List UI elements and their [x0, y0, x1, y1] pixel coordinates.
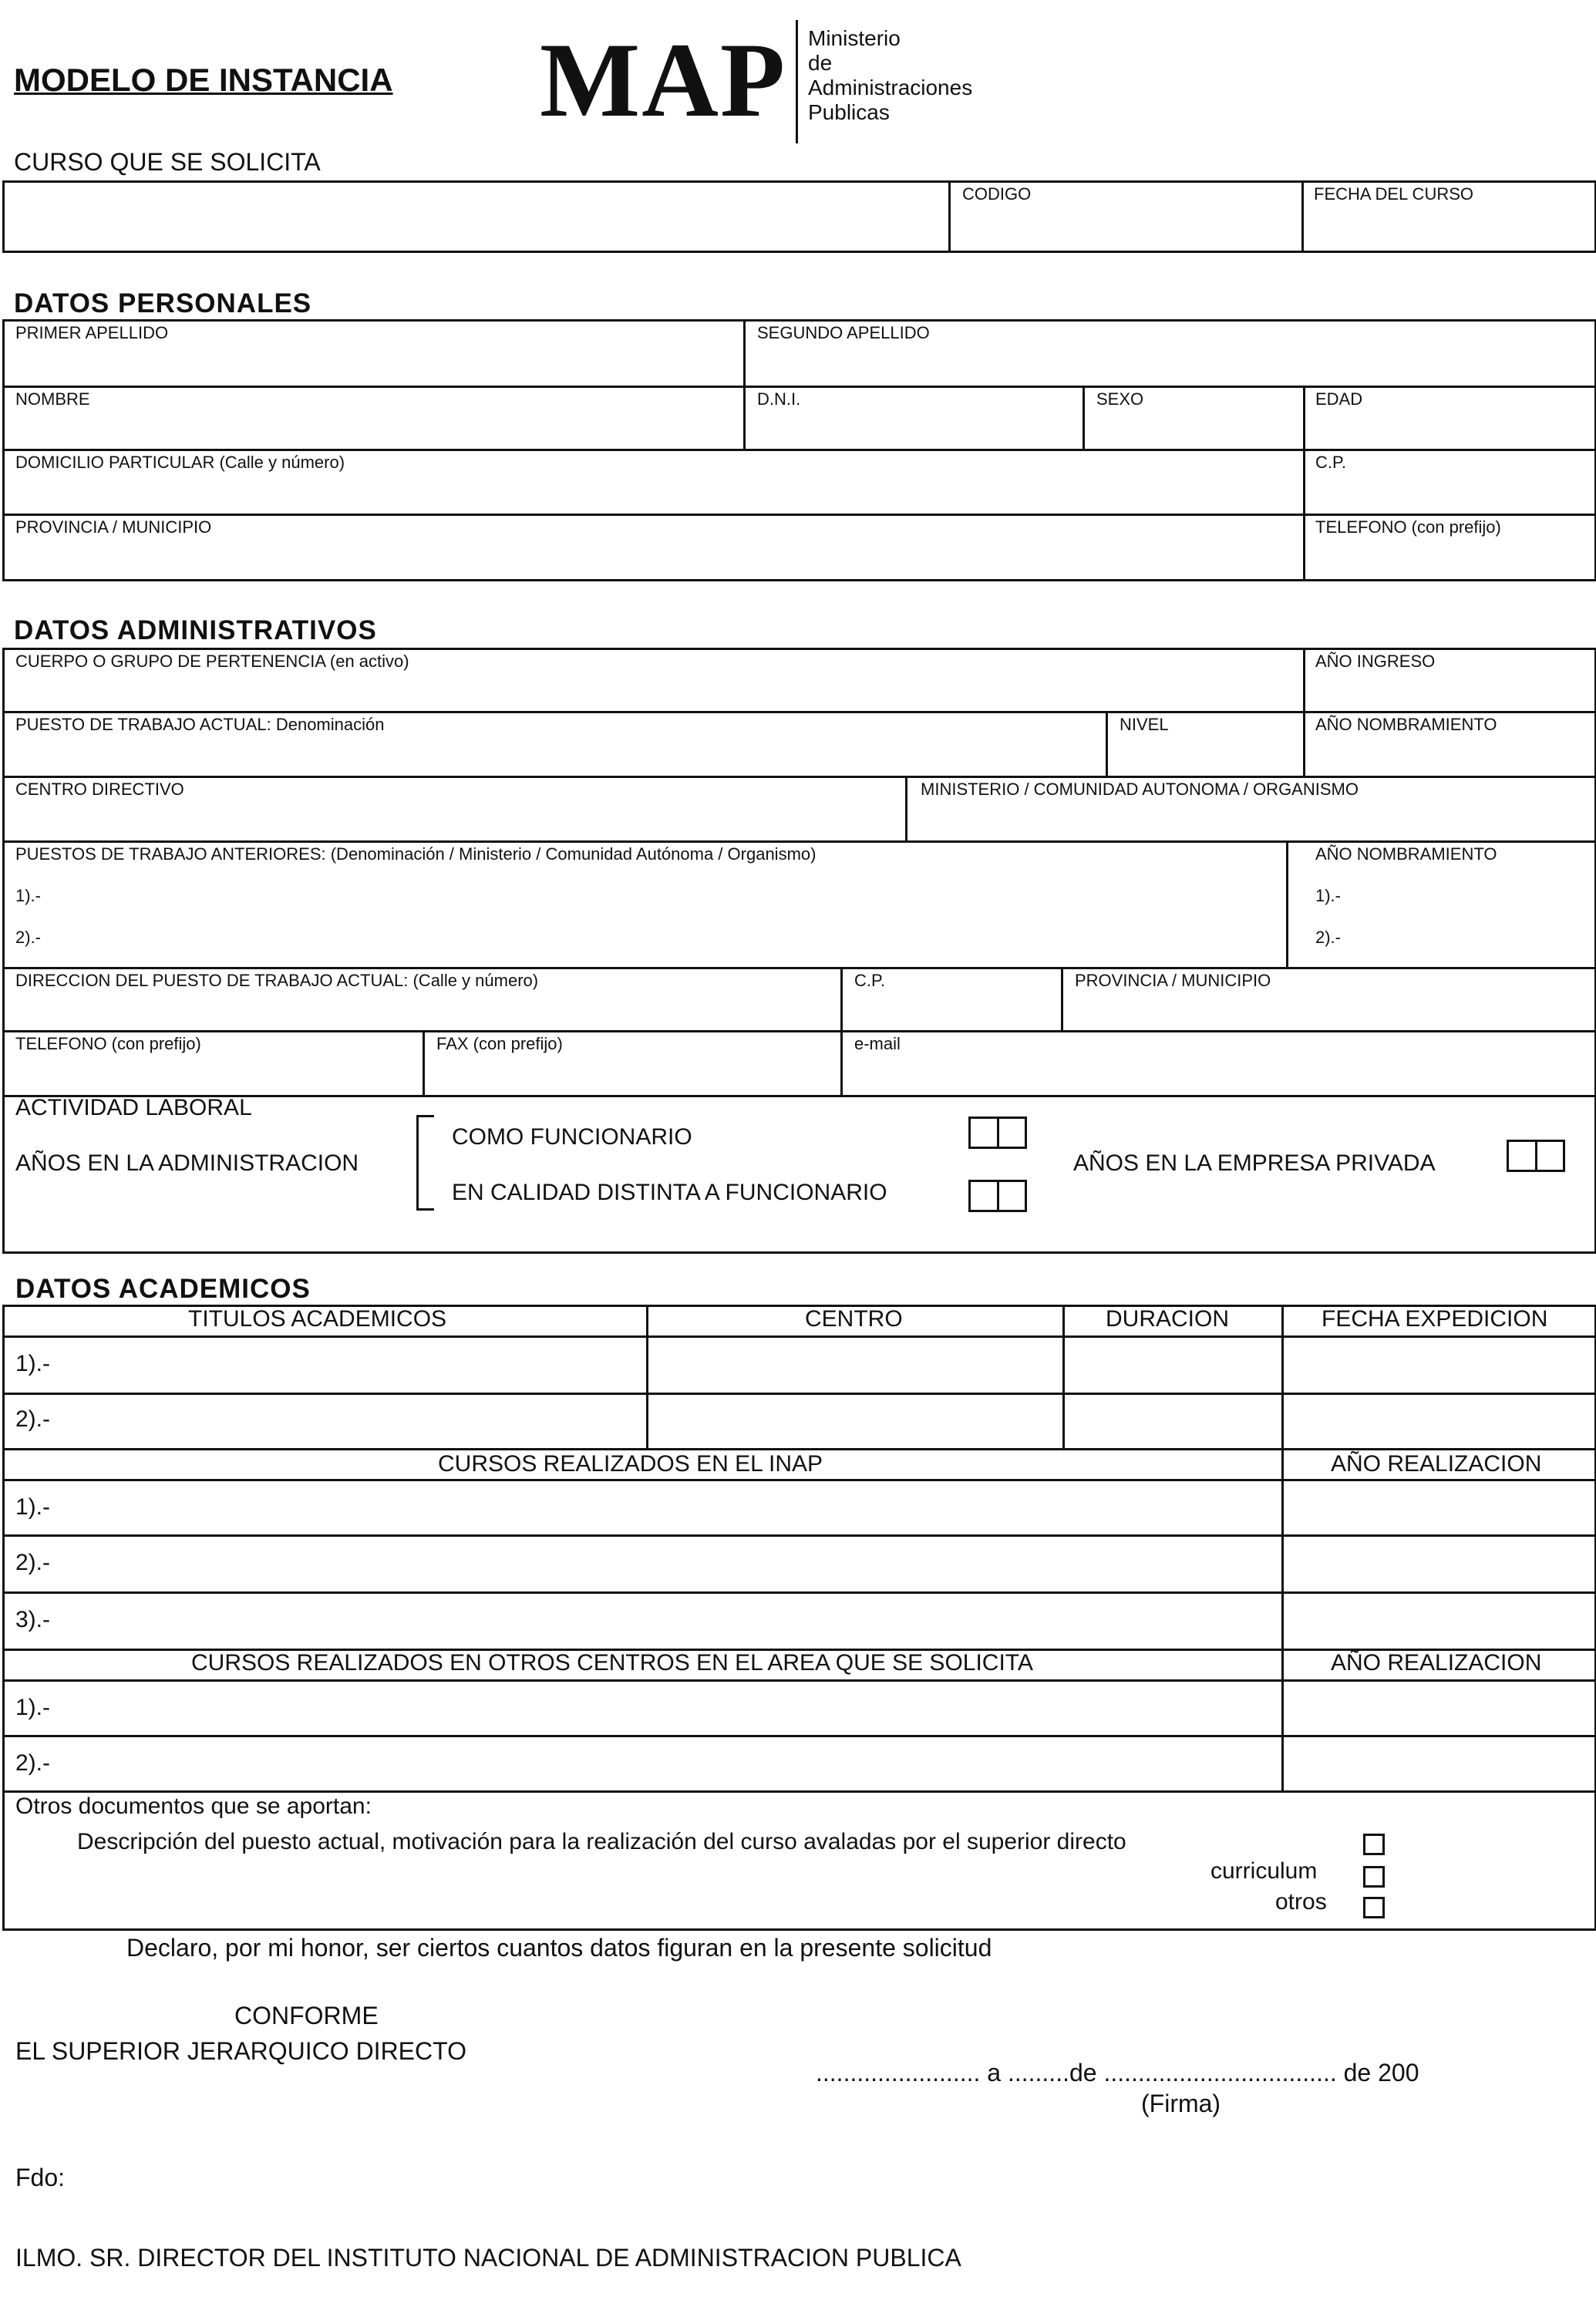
- puestos-anteriores-label: PUESTOS DE TRABAJO ANTERIORES: (Denominación / Ministerio / Comunidad Autónoma / Organismo): [15, 844, 817, 864]
- ministry-line-3: Administraciones: [808, 76, 973, 99]
- domicilio-label: DOMICILIO PARTICULAR (Calle y número): [15, 453, 345, 472]
- otros-row-1: 1).-: [15, 1695, 50, 1720]
- no-funcionario-years-box[interactable]: [968, 1180, 1027, 1212]
- anio-ingreso-label: AÑO INGRESO: [1315, 652, 1436, 671]
- admin-telefono-label: TELEFONO (con prefijo): [15, 1034, 201, 1053]
- inap-row-3: 3).-: [15, 1607, 50, 1632]
- fdo-label: Fdo:: [15, 2164, 66, 2191]
- anios-privada-label: AÑOS EN LA EMPRESA PRIVADA: [1073, 1150, 1436, 1176]
- anios-admin-label: AÑOS EN LA ADMINISTRACION: [15, 1150, 359, 1176]
- acad-line-4: [2, 1479, 1596, 1481]
- admin-section-title: DATOS ADMINISTRATIVOS: [14, 615, 377, 645]
- nombre-label: NOMBRE: [15, 389, 90, 409]
- fax-label: FAX (con prefijo): [436, 1034, 563, 1053]
- col-titulos: TITULOS ACADEMICOS: [188, 1306, 447, 1332]
- acad-line-5: [2, 1534, 1596, 1537]
- ministry-name: [808, 26, 972, 125]
- date-line: ........................ a .........de .................................. de 200: [816, 2059, 1419, 2087]
- funcionario-years-box[interactable]: [968, 1117, 1027, 1149]
- superior-label: EL SUPERIOR JERARQUICO DIRECTO: [15, 2037, 466, 2065]
- acad-line-9: [2, 1735, 1596, 1737]
- ministry-line-2: de: [808, 51, 833, 75]
- acad-line-10: [2, 1790, 1596, 1793]
- personal-row-line-2: [2, 449, 1596, 451]
- centro-directivo-label: CENTRO DIRECTIVO: [15, 780, 184, 799]
- primer-apellido-label: PRIMER APELLIDO: [15, 323, 169, 342]
- acad-line-3: [2, 1448, 1596, 1450]
- privada-years-box[interactable]: [1507, 1140, 1565, 1172]
- admin-row-line-1: [2, 711, 1596, 713]
- cp-label: C.P.: [1315, 453, 1346, 472]
- anio-anterior-1: 1).-: [1315, 886, 1341, 905]
- descripcion-label: Descripción del puesto actual, motivación para la realización del curso avaladas por el superior directo: [77, 1829, 1126, 1854]
- dni-label: D.N.I.: [757, 389, 801, 409]
- ministry-line-1: Ministerio: [808, 26, 901, 50]
- acad-col-3: [1281, 1305, 1284, 1793]
- col-fecha: FECHA EXPEDICION: [1322, 1306, 1548, 1332]
- otros-checkbox[interactable]: [1363, 1897, 1385, 1918]
- col-centro: CENTRO: [805, 1306, 903, 1332]
- admin-row-line-3: [2, 840, 1596, 843]
- form-title: MODELO DE INSTANCIA: [14, 62, 393, 98]
- conforme-label: CONFORME: [234, 2002, 379, 2029]
- curriculum-label: curriculum: [1210, 1858, 1318, 1884]
- fecha-curso-label: FECHA DEL CURSO: [1314, 184, 1474, 204]
- cuerpo-label: CUERPO O GRUPO DE PERTENENCIA (en activo): [15, 652, 409, 671]
- puesto-anterior-2: 2).-: [15, 928, 41, 947]
- direccion-label: DIRECCION DEL PUESTO DE TRABAJO ACTUAL: (Calle y número): [15, 971, 539, 990]
- admin-row-line-2: [2, 776, 1596, 778]
- otros-centros-header: CURSOS REALIZADOS EN OTROS CENTROS EN EL AREA QUE SE SOLICITA: [191, 1650, 1033, 1676]
- admin-col-i: [840, 1030, 843, 1097]
- acad-col-1: [646, 1305, 648, 1450]
- curriculum-checkbox[interactable]: [1363, 1866, 1385, 1888]
- anio-anterior-2: 2).-: [1315, 928, 1341, 947]
- inap-anio-header: AÑO REALIZACION: [1331, 1451, 1542, 1477]
- admin-col-b: [1106, 711, 1108, 778]
- ministry-line-4: Publicas: [808, 100, 890, 124]
- calidad-distinta-label: EN CALIDAD DISTINTA A FUNCIONARIO: [452, 1180, 887, 1205]
- personal-section-title: DATOS PERSONALES: [14, 288, 312, 318]
- admin-col-f: [840, 967, 843, 1032]
- admin-col-e: [1286, 840, 1288, 969]
- personal-row-line-1: [2, 386, 1596, 388]
- direccion-cp-label: C.P.: [854, 971, 885, 990]
- course-name-field[interactable]: [5, 183, 947, 248]
- codigo-label: CODIGO: [962, 184, 1032, 204]
- otros-row-2: 2).-: [15, 1750, 50, 1776]
- declaration-text: Declaro, por mi honor, ser ciertos cuantos datos figuran en la presente solicitud: [126, 1934, 992, 1962]
- personal-row-line-3: [2, 514, 1596, 516]
- logo-divider: [796, 20, 798, 143]
- anio-nombramiento-label: AÑO NOMBRAMIENTO: [1315, 715, 1497, 734]
- edad-label: EDAD: [1315, 389, 1363, 409]
- destinatario-label: ILMO. SR. DIRECTOR DEL INSTITUTO NACIONAL DE ADMINISTRACION PUBLICA: [15, 2244, 961, 2272]
- otros-anio-header: AÑO REALIZACION: [1331, 1650, 1542, 1676]
- admin-row-line-4: [2, 967, 1596, 969]
- course-divider-2: [1301, 180, 1304, 251]
- segundo-apellido-label: SEGUNDO APELLIDO: [757, 323, 930, 342]
- provincia-label: PROVINCIA / MUNICIPIO: [15, 517, 212, 537]
- col-duracion: DURACION: [1106, 1306, 1230, 1332]
- actividad-laboral-label: ACTIVIDAD LABORAL: [15, 1095, 252, 1120]
- titulo-row-2: 2).-: [15, 1406, 50, 1432]
- acad-line-6: [2, 1591, 1596, 1594]
- admin-col-c: [1303, 711, 1305, 778]
- ministerio-label: MINISTERIO / COMUNIDAD AUTONOMA / ORGANISMO: [921, 780, 1359, 799]
- acad-line-1: [2, 1335, 1596, 1338]
- titulo-row-1: 1).-: [15, 1351, 50, 1376]
- inap-row-2: 2).-: [15, 1550, 50, 1575]
- puesto-actual-label: PUESTO DE TRABAJO ACTUAL: Denominación: [15, 715, 385, 734]
- inap-header: CURSOS REALIZADOS EN EL INAP: [438, 1451, 823, 1477]
- otros-label: otros: [1275, 1889, 1327, 1915]
- map-logo: MAP: [540, 21, 787, 139]
- admin-col-g: [1061, 967, 1063, 1032]
- acad-col-2: [1062, 1305, 1065, 1450]
- admin-col-d: [905, 776, 907, 843]
- personal-col-3: [1303, 386, 1305, 579]
- anio-nombramiento-2-label: AÑO NOMBRAMIENTO: [1315, 844, 1497, 864]
- direccion-provincia-label: PROVINCIA / MUNICIPIO: [1075, 971, 1271, 990]
- acad-line-2: [2, 1393, 1596, 1395]
- acad-line-8: [2, 1679, 1596, 1682]
- otros-docs-label: Otros documentos que se aportan:: [15, 1794, 372, 1819]
- admin-row-line-5: [2, 1030, 1596, 1032]
- admin-col-a: [1303, 648, 1305, 713]
- academic-section-title: DATOS ACADEMICOS: [15, 1274, 311, 1304]
- como-funcionario-label: COMO FUNCIONARIO: [452, 1124, 692, 1150]
- telefono-label: TELEFONO (con prefijo): [1315, 517, 1501, 537]
- bracket: [416, 1115, 434, 1211]
- course-section-label: CURSO QUE SE SOLICITA: [14, 148, 321, 176]
- firma-label: (Firma): [1141, 2090, 1221, 2117]
- inap-row-1: 1).-: [15, 1494, 50, 1520]
- puesto-anterior-1: 1).-: [15, 886, 41, 905]
- course-divider-1: [948, 180, 951, 251]
- personal-col-1: [743, 319, 746, 451]
- admin-col-h: [423, 1030, 425, 1097]
- nivel-label: NIVEL: [1120, 715, 1169, 734]
- descripcion-checkbox[interactable]: [1363, 1834, 1385, 1855]
- sexo-label: SEXO: [1096, 389, 1144, 409]
- personal-col-2: [1083, 386, 1085, 451]
- email-label: e-mail: [854, 1034, 901, 1053]
